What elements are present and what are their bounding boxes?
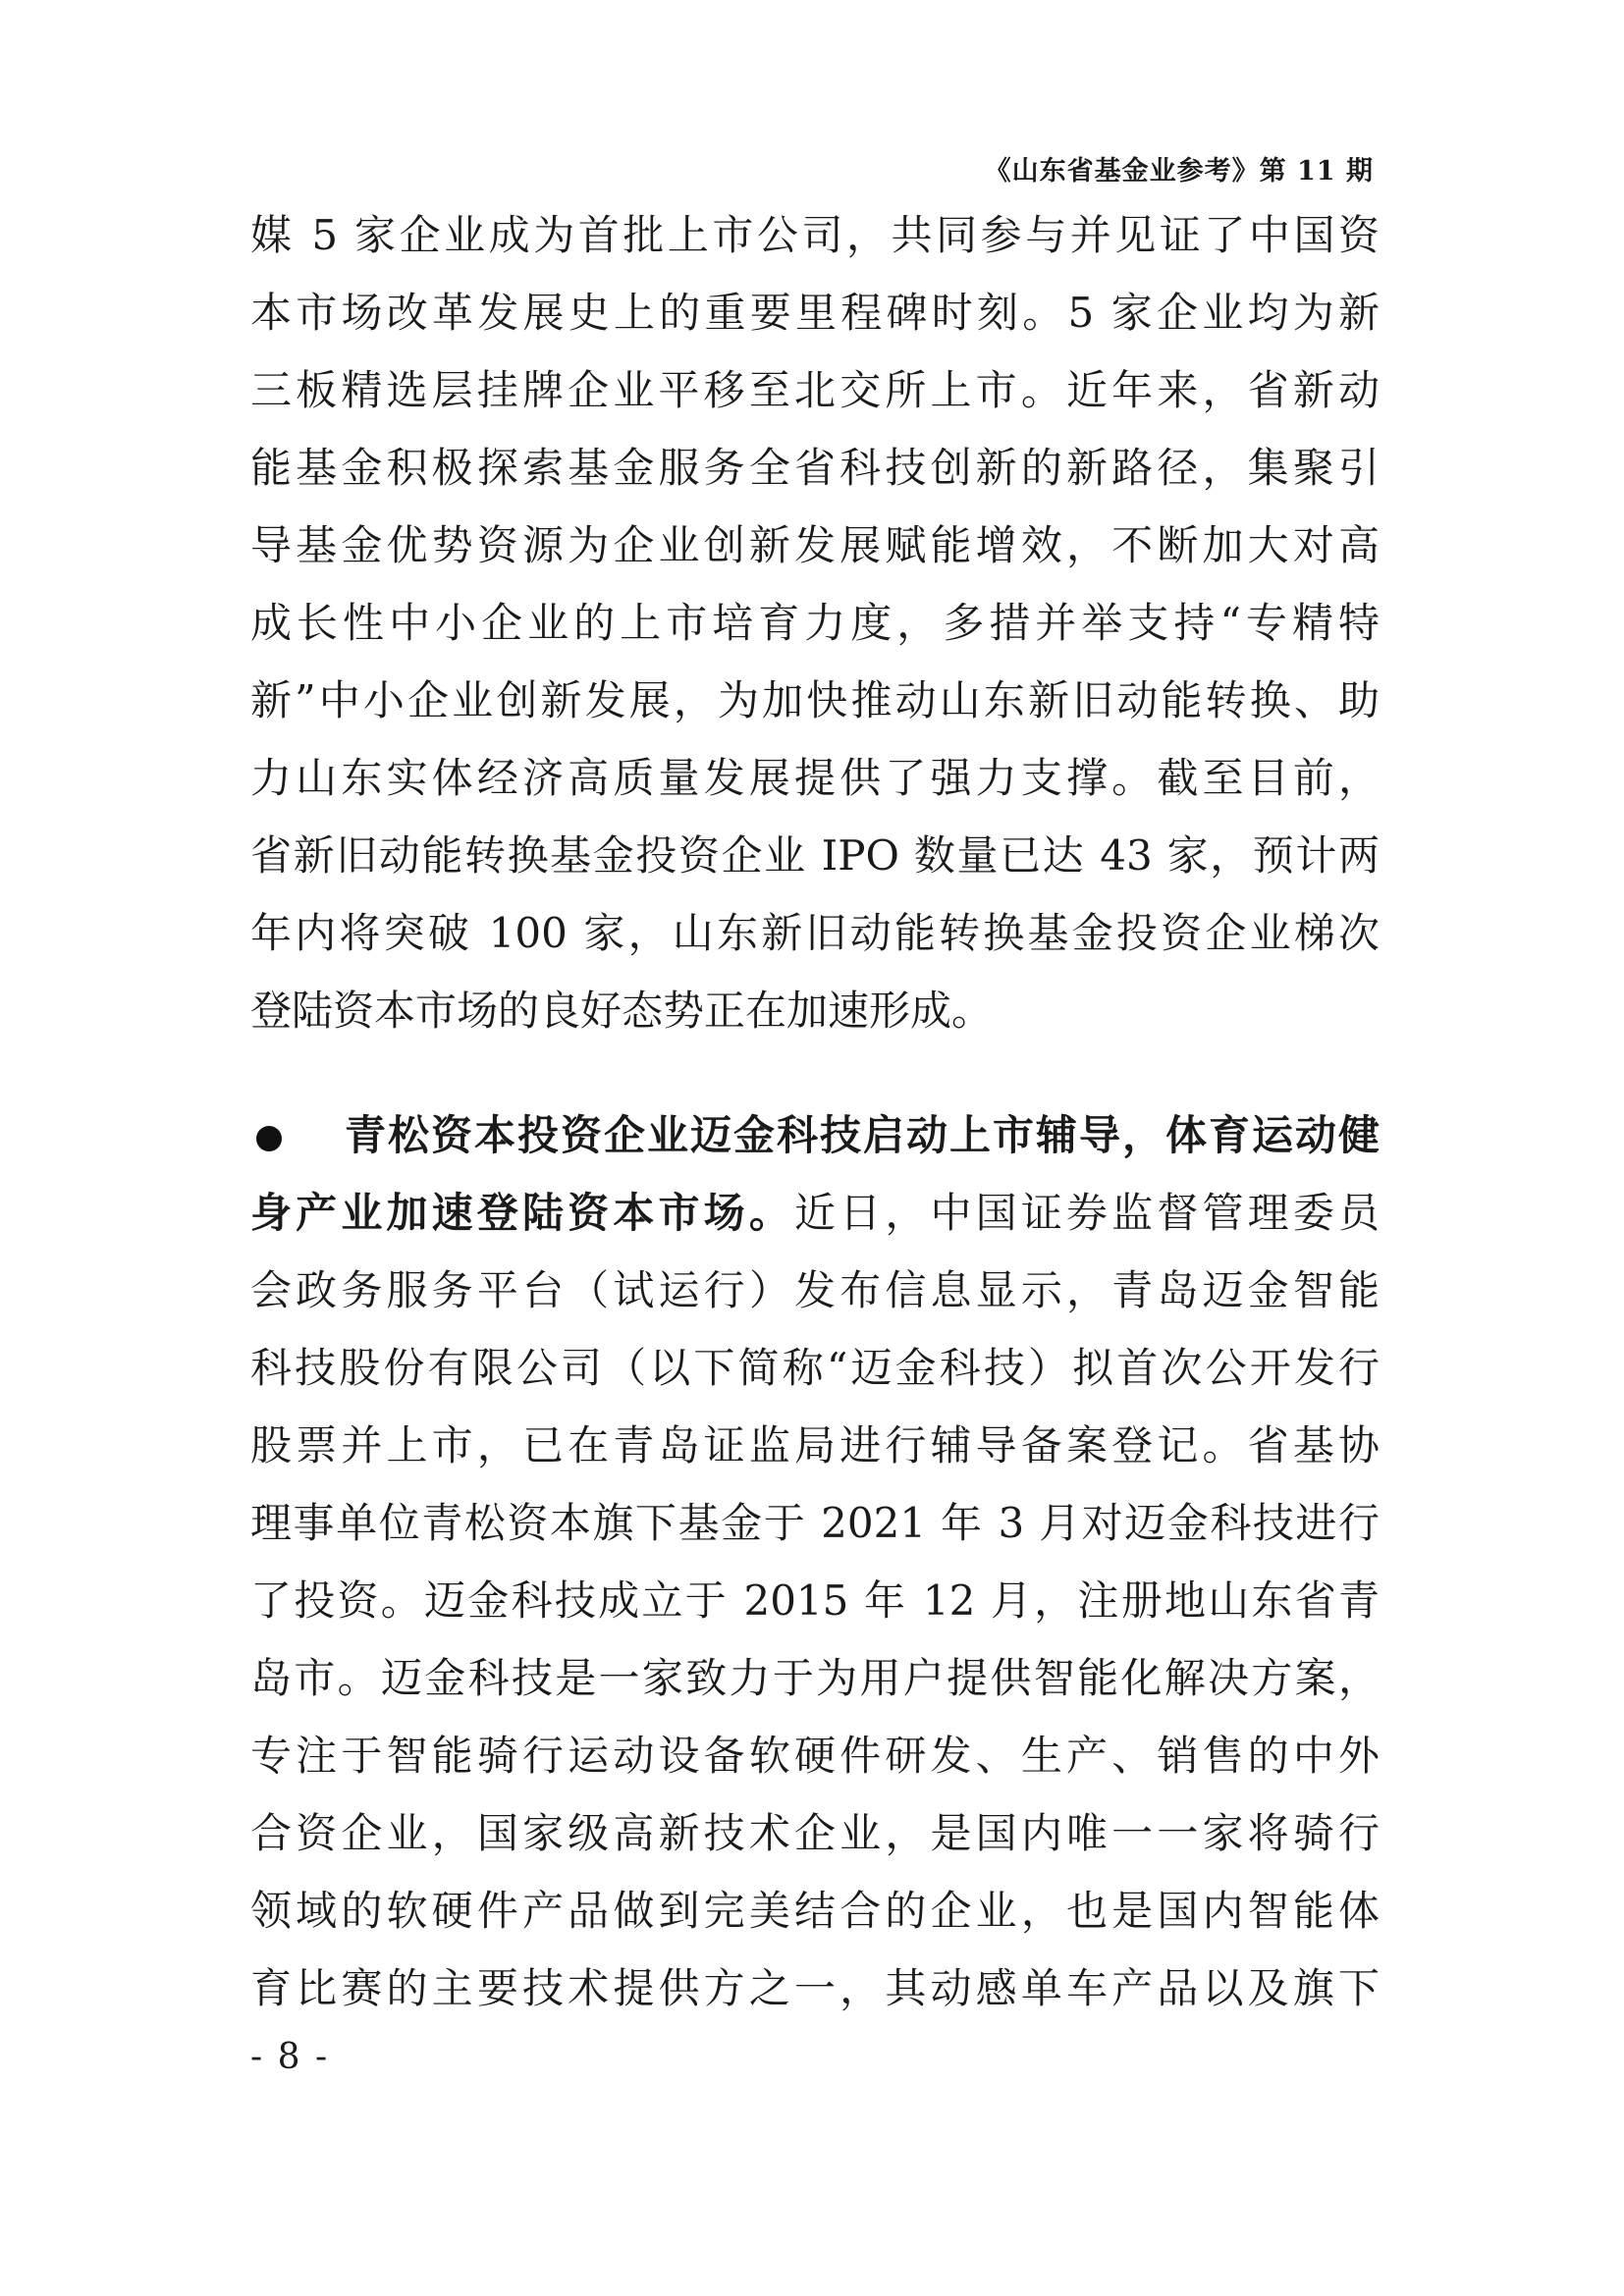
text-line: 力山东实体经济高质量发展提供了强力支撑。截至目前， [250,754,1380,802]
news-headline-end: 身产业加速登陆资本市场。 [250,1189,794,1237]
text-line: 了投资。迈金科技成立于 2015 年 12 月，注册地山东省青 [250,1576,1380,1625]
text-line [250,1174,1380,1252]
paragraph-spacer [250,1049,1380,1096]
text-line: 年内将突破 100 家，山东新旧动能转换基金投资企业梯次 [250,909,1380,957]
text-line: 领域的软硬件产品做到完美结合的企业，也是国内智能体 [250,1887,1380,1935]
page-number: - 8 - [250,2037,330,2077]
text-line: 股票并上市，已在青岛证监局进行辅导备案登记。省基协 [250,1421,1380,1469]
news-headline-line [250,1096,1380,1174]
news-headline: 青松资本投资企业迈金科技启动上市辅导，体育运动健 [343,1111,1380,1159]
text-line: 育比赛的主要技术提供方之一，其动感单车产品以及旗下 [250,1964,1380,2012]
text-line: 登陆资本市场的良好态势正在加速形成。 [250,987,994,1035]
text-line: 省新旧动能转换基金投资企业 IPO 数量已达 43 家，预计两 [250,831,1380,880]
text-line: 岛市。迈金科技是一家致力于为用户提供智能化解决方案， [250,1654,1380,1702]
text-line: 本市场改革发展史上的重要里程碑时刻。5 家企业均为新 [250,289,1380,337]
bullet-icon [256,1126,282,1151]
news-item-maijin [250,1096,1380,2027]
text-line: 会政务服务平台（试运行）发布信息显示，青岛迈金智能 [250,1266,1380,1314]
text-line: 新”中小企业创新发展，为加快推动山东新旧动能转换、助 [250,676,1380,724]
text-line: 媒 5 家企业成为首批上市公司，共同参与并见证了中国资 [250,211,1380,259]
text-line: 成长性中小企业的上市培育力度，多措并举支持“专精特 [250,599,1380,647]
running-header: 《山东省基金业参考》第 11 期 [984,156,1374,187]
text-line: 导基金优势资源为企业创新发展赋能增效，不断加大对高 [250,521,1380,569]
text-line: 能基金积极探索基金服务全省科技创新的新路径，集聚引 [250,444,1380,492]
text-line: 理事单位青松资本旗下基金于 2021 年 3 月对迈金科技进行 [250,1499,1380,1547]
text-line: 三板精选层挂牌企业平移至北交所上市。近年来，省新动 [250,366,1380,414]
text-line: 合资企业，国家级高新技术企业，是国内唯一一家将骑行 [250,1809,1380,1857]
text-segment: 近日，中国证券监督管理委员 [794,1189,1380,1237]
article-body [250,196,1380,2027]
text-line: 科技股份有限公司（以下简称“迈金科技）拟首次公开发行 [250,1344,1380,1392]
text-line: 专注于智能骑行运动设备软硬件研发、生产、销售的中外 [250,1732,1380,1780]
paragraph-continued [250,196,1380,1049]
